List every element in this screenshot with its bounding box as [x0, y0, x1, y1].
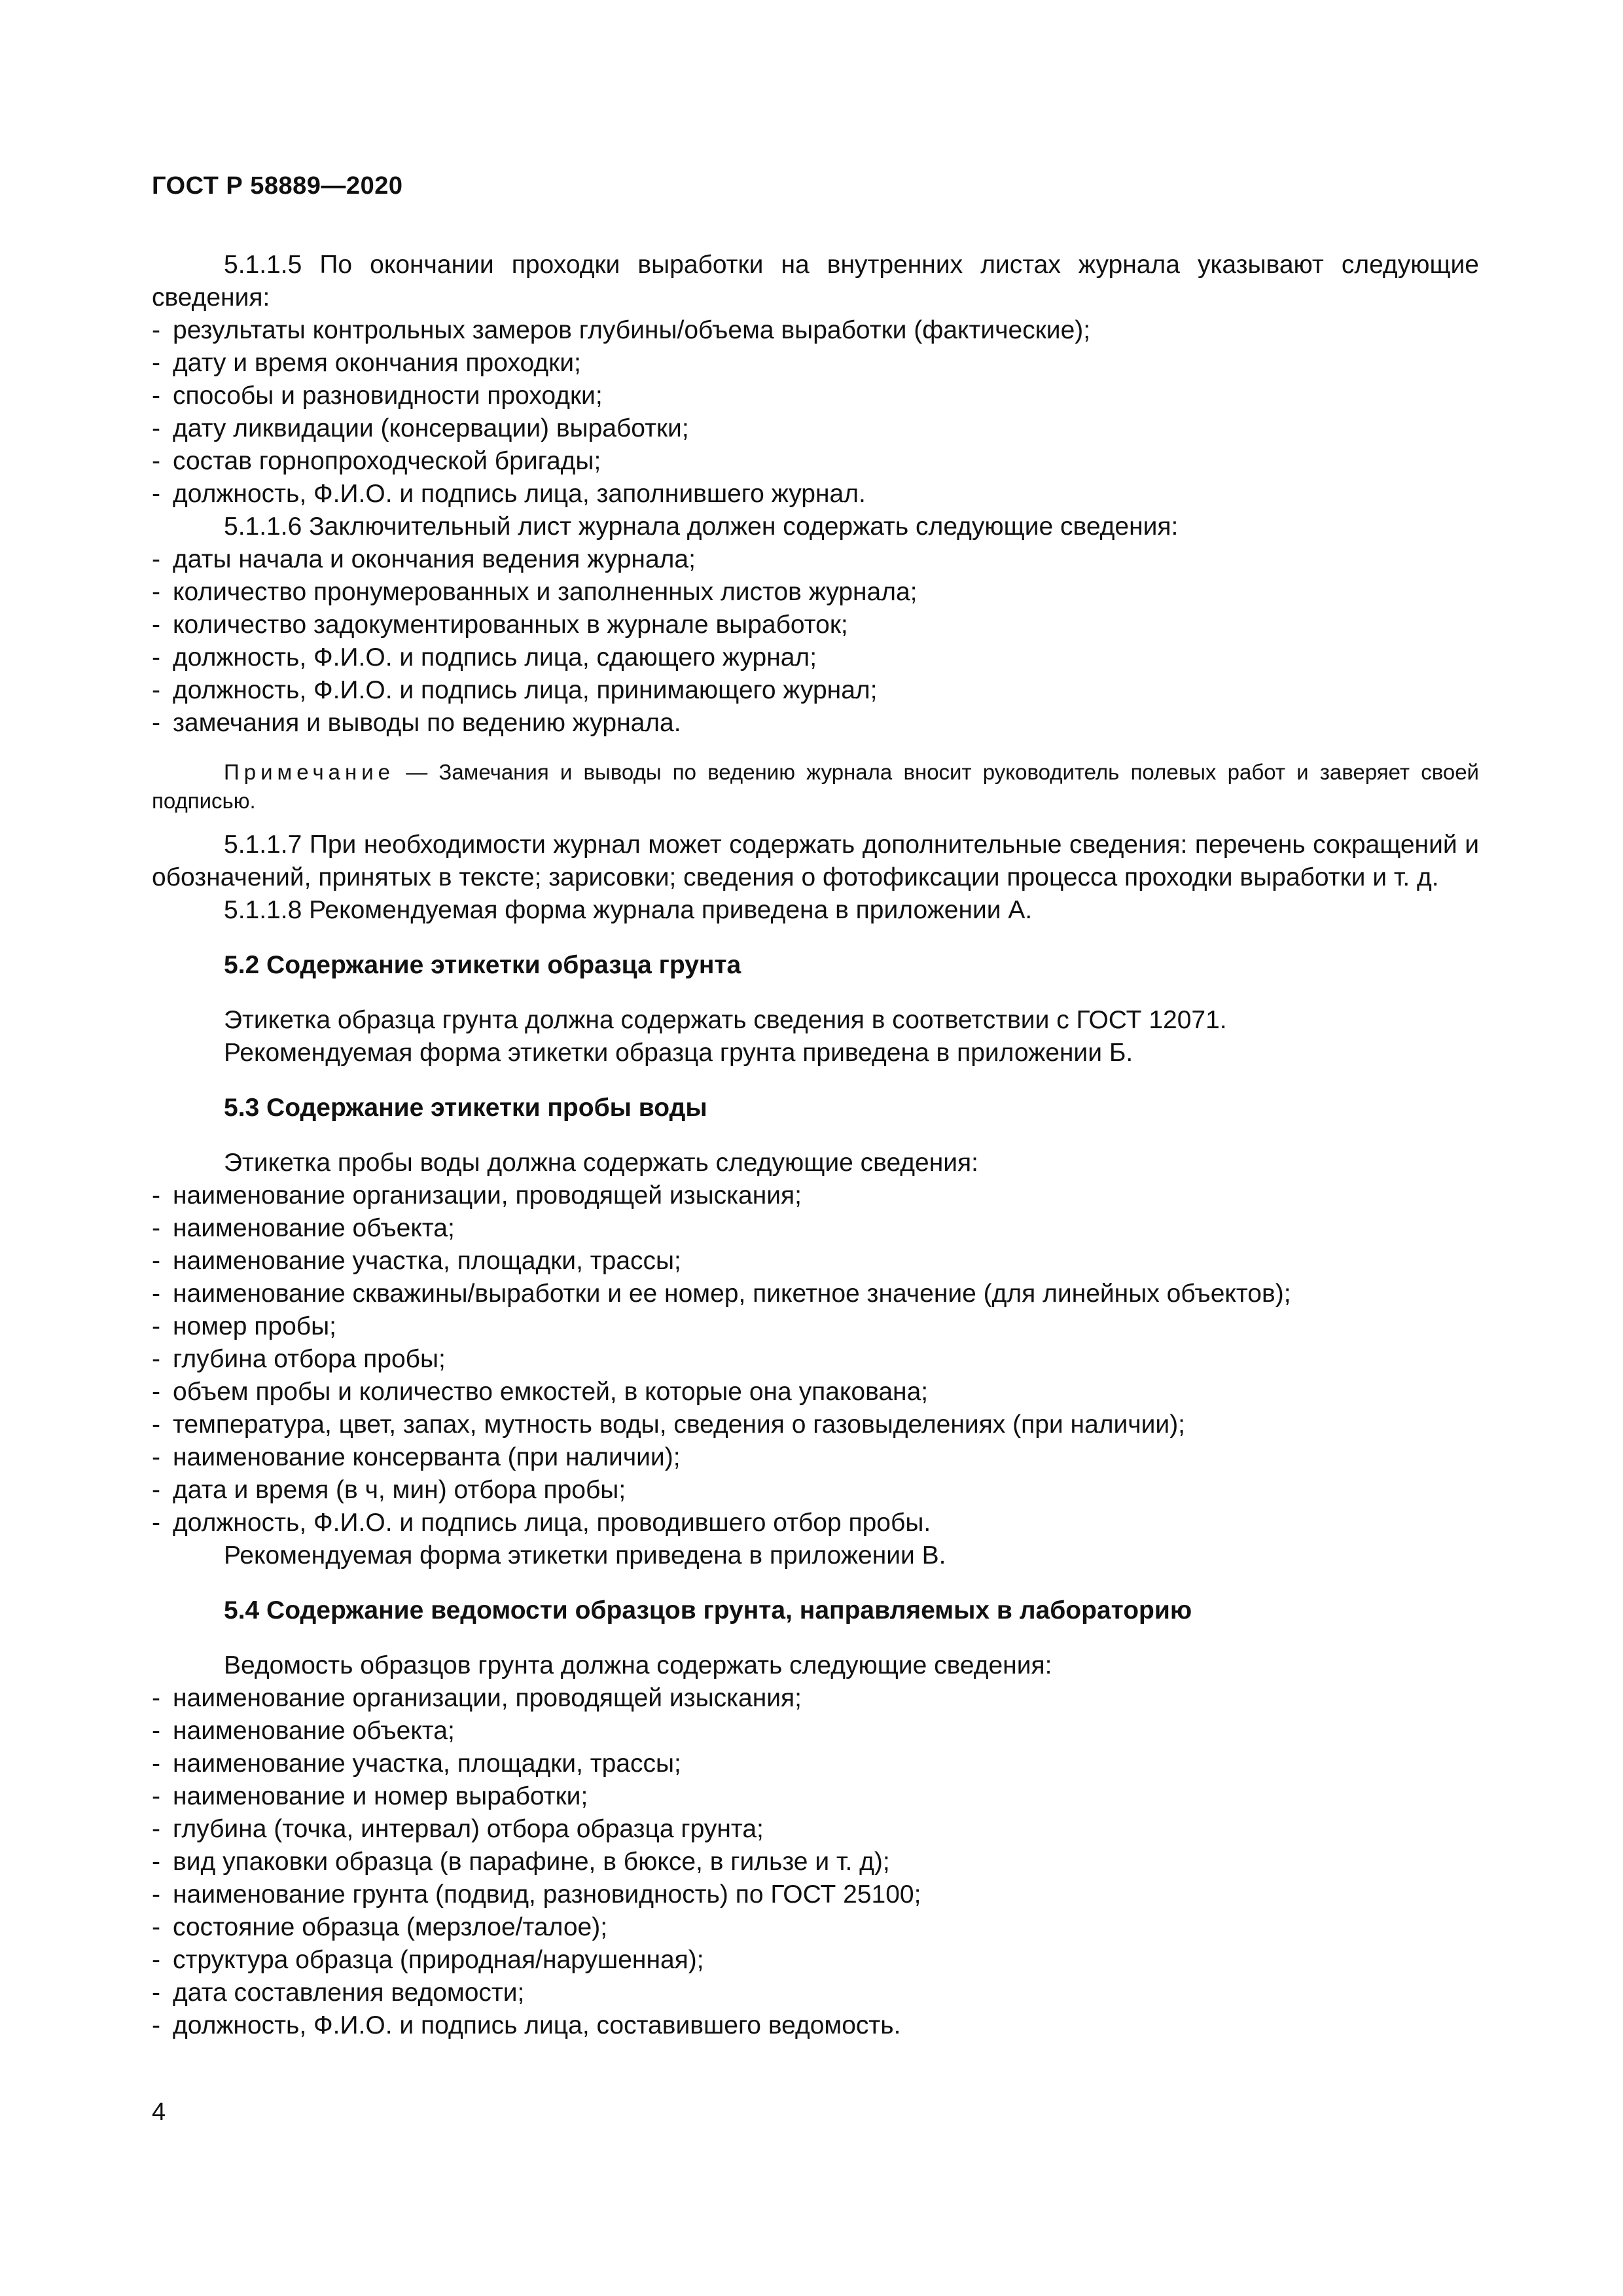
- list-marker: -: [152, 676, 160, 704]
- list-marker: -: [152, 1979, 160, 2007]
- list-item: - глубина отбора пробы;: [152, 1343, 1479, 1376]
- section-5-4-list: [152, 1682, 1479, 2042]
- list-marker: -: [152, 1684, 160, 1712]
- list-marker: -: [152, 1717, 160, 1745]
- clause-5-1-1-8: 5.1.1.8 Рекомендуемая форма журнала приведена в приложении А.: [224, 896, 1033, 924]
- list-marker: -: [152, 1848, 160, 1876]
- section-5-4-intro: Ведомость образцов грунта должна содержать следующие сведения:: [224, 1651, 1052, 1679]
- page-content: [152, 249, 1479, 2042]
- list-item: - состав горнопроходческой бригады;: [152, 445, 1479, 478]
- section-5-3-list: [152, 1179, 1479, 1539]
- section-5-3-heading: 5.3 Содержание этикетки пробы воды: [224, 1094, 707, 1122]
- section-5-3-intro: Этикетка пробы воды должна содержать следующие сведения:: [224, 1149, 978, 1177]
- list-item: - наименование и номер выработки;: [152, 1780, 1479, 1813]
- list-item: - номер пробы;: [152, 1310, 1479, 1343]
- list-item: - результаты контрольных замеров глубины/объема выработки (фактические);: [152, 314, 1479, 347]
- list-marker: -: [152, 2011, 160, 2039]
- section-5-3-outro: Рекомендуемая форма этикетки приведена в приложении В.: [224, 1541, 946, 1570]
- list-marker: -: [152, 1913, 160, 1941]
- list-item: - глубина (точка, интервал) отбора образца грунта;: [152, 1813, 1479, 1846]
- list-marker: -: [152, 1181, 160, 1210]
- list-item: - количество пронумерованных и заполненных листов журнала;: [152, 576, 1479, 609]
- list-marker: -: [152, 578, 160, 606]
- list-item: - дату и время окончания проходки;: [152, 347, 1479, 380]
- section-5-2-heading: 5.2 Содержание этикетки образца грунта: [224, 951, 741, 979]
- list-marker: -: [152, 1946, 160, 1974]
- list-item: - наименование организации, проводящей изыскания;: [152, 1682, 1479, 1715]
- list-item: - наименование грунта (подвид, разновидность) по ГОСТ 25100;: [152, 1878, 1479, 1911]
- list-item: - должность, Ф.И.О. и подпись лица, составившего ведомость.: [152, 2009, 1479, 2042]
- note-text: — Замечания и выводы по ведению журнала вносит руководитель полевых работ и заверяет своей подписью.: [152, 760, 1479, 813]
- list-item: - должность, Ф.И.О. и подпись лица, сдающего журнал;: [152, 641, 1479, 674]
- list-item: - дата и время (в ч, мин) отбора пробы;: [152, 1474, 1479, 1507]
- clause-5-1-1-7: 5.1.1.7 При необходимости журнал может содержать дополнительные сведения: перечень сокращений и обозначений, принятых в тексте; зарисовки; сведения о фотофиксации процесса проходки выработки и т. д.: [152, 831, 1479, 891]
- document-header: ГОСТ Р 58889—2020: [152, 172, 403, 200]
- list-marker: -: [152, 1312, 160, 1340]
- section-5-2-line-1: Этикетка образца грунта должна содержать сведения в соответствии с ГОСТ 12071.: [224, 1006, 1227, 1034]
- list-marker: -: [152, 1880, 160, 1909]
- list-marker: -: [152, 1476, 160, 1504]
- list-item: - объем пробы и количество емкостей, в которые она упакована;: [152, 1376, 1479, 1408]
- list-marker: -: [152, 447, 160, 475]
- list-marker: -: [152, 1509, 160, 1537]
- clause-5-1-1-6-intro: 5.1.1.6 Заключительный лист журнала должен содержать следующие сведения:: [224, 512, 1179, 541]
- list-marker: -: [152, 1815, 160, 1843]
- note-label: Примечание: [224, 760, 395, 784]
- list-item: - наименование объекта;: [152, 1715, 1479, 1748]
- section-5-4-heading: 5.4 Содержание ведомости образцов грунта, направляемых в лабораторию: [224, 1596, 1192, 1624]
- clause-5-1-1-5-list: [152, 314, 1479, 511]
- list-item: - наименование объекта;: [152, 1212, 1479, 1245]
- list-item: - структура образца (природная/нарушенная);: [152, 1944, 1479, 1977]
- list-item: - вид упаковки образца (в парафине, в бюксе, в гильзе и т. д);: [152, 1846, 1479, 1878]
- list-item: - наименование консерванта (при наличии);: [152, 1441, 1479, 1474]
- list-item: - замечания и выводы по ведению журнала.: [152, 707, 1479, 740]
- list-marker: -: [152, 1280, 160, 1308]
- list-marker: -: [152, 611, 160, 639]
- note: [152, 758, 1479, 816]
- list-marker: -: [152, 1214, 160, 1242]
- list-item: - наименование организации, проводящей изыскания;: [152, 1179, 1479, 1212]
- list-item: - состояние образца (мерзлое/талое);: [152, 1911, 1479, 1944]
- list-marker: -: [152, 382, 160, 410]
- list-item: - дату ликвидации (консервации) выработки;: [152, 412, 1479, 445]
- list-marker: -: [152, 316, 160, 344]
- list-item: - должность, Ф.И.О. и подпись лица, заполнившего журнал.: [152, 478, 1479, 511]
- list-marker: -: [152, 643, 160, 672]
- list-item: - способы и разновидности проходки;: [152, 380, 1479, 412]
- list-marker: -: [152, 1410, 160, 1439]
- list-item: - наименование скважины/выработки и ее номер, пикетное значение (для линейных объектов);: [152, 1278, 1479, 1310]
- list-marker: -: [152, 1345, 160, 1373]
- section-5-2-line-2: Рекомендуемая форма этикетки образца грунта приведена в приложении Б.: [224, 1039, 1133, 1067]
- list-marker: -: [152, 1749, 160, 1778]
- list-marker: -: [152, 709, 160, 737]
- list-item: - наименование участка, площадки, трассы;: [152, 1748, 1479, 1780]
- list-marker: -: [152, 1378, 160, 1406]
- list-item: - дата составления ведомости;: [152, 1977, 1479, 2009]
- clause-5-1-1-6-list: [152, 543, 1479, 740]
- list-marker: -: [152, 1443, 160, 1471]
- list-item: - должность, Ф.И.О. и подпись лица, принимающего журнал;: [152, 674, 1479, 707]
- list-marker: -: [152, 1247, 160, 1275]
- list-item: - наименование участка, площадки, трассы;: [152, 1245, 1479, 1278]
- list-marker: -: [152, 414, 160, 442]
- list-marker: -: [152, 349, 160, 377]
- page-number: 4: [152, 2098, 166, 2126]
- clause-5-1-1-5-intro: 5.1.1.5 По окончании проходки выработки на внутренних листах журнала указывают следующие сведения:: [152, 251, 1479, 312]
- list-marker: -: [152, 480, 160, 508]
- list-item: - количество задокументированных в журнале выработок;: [152, 609, 1479, 641]
- list-item: - должность, Ф.И.О. и подпись лица, проводившего отбор пробы.: [152, 1507, 1479, 1539]
- list-item: - температура, цвет, запах, мутность воды, сведения о газовыделениях (при наличии);: [152, 1408, 1479, 1441]
- list-marker: -: [152, 545, 160, 573]
- list-item: - даты начала и окончания ведения журнала;: [152, 543, 1479, 576]
- list-marker: -: [152, 1782, 160, 1810]
